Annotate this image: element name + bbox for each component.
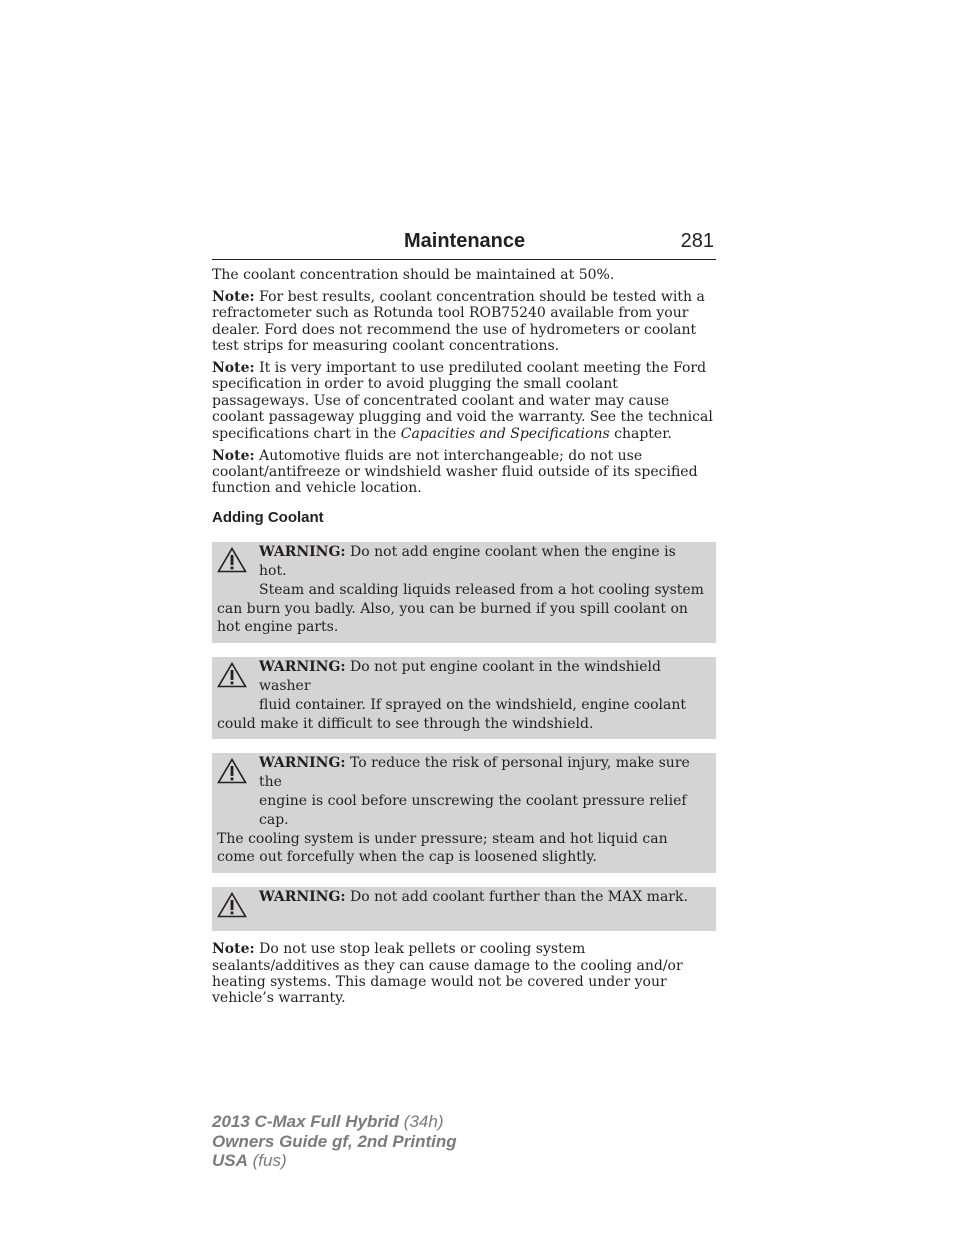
paragraph (212, 267, 716, 283)
note-label: Note: (212, 447, 255, 464)
warning-text: can burn you badly. Also, you can be burned if you spill coolant on hot engine parts. (217, 600, 688, 636)
warning-text: Do not add coolant further than the MAX mark. (350, 889, 688, 906)
warning-triangle-icon (217, 547, 247, 573)
warning-line (217, 754, 706, 792)
footer-line (212, 1132, 457, 1152)
note-paragraph (212, 360, 716, 442)
note-label: Note: (212, 941, 255, 958)
paragraph-text: The coolant concentration should be maintained at 50%. (212, 267, 615, 283)
note-paragraph (212, 941, 716, 1007)
note-text: It is very important to use prediluted coolant meeting the Ford specification in order to avoid plugging the small coolant passageways. Use of concentrated coolant and water may cause coolant passageway plugging and void the warranty. See the technical specifications chart in the (212, 360, 713, 442)
note-paragraph (212, 289, 716, 355)
footer-line (212, 1151, 457, 1171)
warning-box (212, 542, 716, 643)
warning-line: engine is cool before unscrewing the coolant pressure relief cap. (259, 792, 687, 828)
footer-code: (fus) (252, 1151, 287, 1170)
warning-box (212, 887, 716, 931)
warning-label: WARNING: (259, 889, 346, 906)
warning-label: WARNING: (259, 755, 346, 772)
warning-text: Do not add engine coolant when the engine is hot. (259, 544, 676, 579)
note-text: For best results, coolant concentration should be tested with a refractometer such as Rotunda tool ROB75240 available from your dealer. Ford does not recommend the use of hydrometers or coolant test strips for measuring coolant concentrations. (212, 288, 705, 355)
warning-triangle-icon (217, 892, 247, 918)
subheading: Adding Coolant (212, 508, 324, 526)
warning-box (212, 753, 716, 873)
warning-line (217, 658, 706, 696)
warning-box (212, 657, 716, 739)
body-text (212, 267, 716, 1012)
warning-line (217, 543, 706, 581)
note-text: Automotive fluids are not interchangeable; do not use coolant/antifreeze or windshield washer fluid outside of its specified function and vehicle location. (212, 447, 698, 497)
warning-text: could make it difficult to see through the windshield. (217, 715, 594, 732)
note-label: Note: (212, 360, 255, 377)
chapter-reference: Capacities and Specifications (400, 425, 610, 442)
footer-model: 2013 C-Max Full Hybrid (212, 1112, 400, 1131)
warning-triangle-icon (217, 662, 247, 688)
warning-triangle-icon (217, 758, 247, 784)
note-label: Note: (212, 288, 255, 305)
note-text: Do not use stop leak pellets or cooling system sealants/additives as they can cause damage to the cooling and/or heating systems. This damage would not be covered under your vehicle’s warranty. (212, 941, 683, 1007)
warning-line (217, 888, 706, 907)
warning-line: Steam and scalding liquids released from a hot cooling system (259, 581, 704, 598)
note-text-tail: chapter. (614, 425, 672, 442)
footer-market: USA (212, 1151, 248, 1170)
warning-text: To reduce the risk of personal injury, make sure the (259, 755, 690, 791)
warning-label: WARNING: (259, 544, 346, 561)
footer-guide: Owners Guide gf, 2nd Printing (212, 1131, 457, 1151)
page-footer (212, 1112, 457, 1171)
warning-text: Do not put engine coolant in the windshield washer (259, 659, 661, 694)
note-paragraph (212, 448, 716, 497)
page-number: 281 (680, 230, 714, 252)
warning-line: fluid container. If sprayed on the windshield, engine coolant (259, 696, 686, 713)
warning-label: WARNING: (259, 659, 346, 676)
warning-text: The cooling system is under pressure; steam and hot liquid can come out forcefully when the cap is loosened slightly. (217, 830, 668, 866)
footer-code: (34h) (403, 1112, 444, 1131)
section-title: Maintenance (404, 230, 526, 252)
footer-line (212, 1112, 457, 1132)
page-header (212, 228, 716, 260)
